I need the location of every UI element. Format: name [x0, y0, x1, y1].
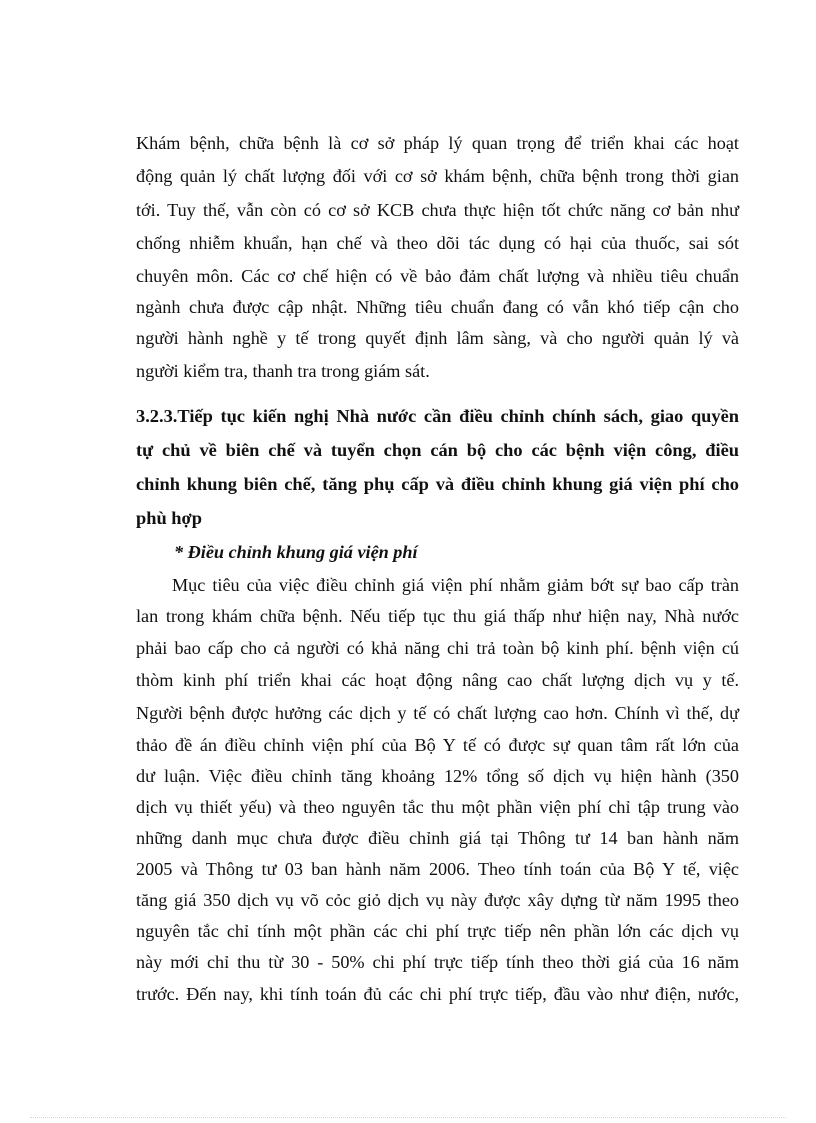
text-line: người hành nghề y tế trong quyết định lâm sàng, và cho người quản lý và — [136, 328, 739, 348]
heading-line: 3.2.3.Tiếp tục kiến nghị Nhà nước cần điều chỉnh chính sách, giao quyền — [136, 406, 739, 426]
text-line: chuyên môn. Các cơ chế hiện có về bảo đảm chất lượng và nhiều tiêu chuẩn — [136, 266, 739, 286]
heading-line: tự chủ về biên chế và tuyển chọn cán bộ cho các bệnh viện công, điều — [136, 440, 739, 460]
page-bottom-divider — [30, 1117, 786, 1118]
text-line: phải bao cấp cho cả người có khả năng chi trả toàn bộ kinh phí. bệnh viện cú — [136, 638, 739, 658]
text-line: này mới chỉ thu từ 30 - 50% chi phí trực tiếp tính theo thời giá của 16 năm — [136, 952, 739, 972]
text-line: người kiểm tra, thanh tra trong giám sát. — [136, 361, 430, 381]
heading-line: chỉnh khung biên chế, tăng phụ cấp và điều chỉnh khung giá viện phí cho — [136, 474, 739, 494]
text-line: tới. Tuy thế, vẫn còn có cơ sở KCB chưa thực hiện tốt chức năng cơ bản như — [136, 200, 739, 220]
text-line: dịch vụ thiết yếu) và theo nguyên tắc thu một phần viện phí chỉ tập trung vào — [136, 797, 739, 817]
text-line: những danh mục chưa được điều chỉnh giá tại Thông tư 14 ban hành năm — [136, 828, 739, 848]
text-line: trước. Đến nay, khi tính toán đủ các chi phí trực tiếp, đầu vào như điện, nước, — [136, 984, 739, 1004]
text-line: 2005 và Thông tư 03 ban hành năm 2006. Theo tính toán của Bộ Y tế, việc — [136, 859, 739, 879]
text-line: Khám bệnh, chữa bệnh là cơ sở pháp lý quan trọng để triển khai các hoạt — [136, 133, 739, 153]
text-line: Mục tiêu của việc điều chỉnh giá viện phí nhằm giảm bớt sự bao cấp tràn — [172, 575, 739, 595]
text-line: động quản lý chất lượng đối với cơ sở khám bệnh, chữa bệnh trong thời gian — [136, 166, 739, 186]
text-line: ngành chưa được cập nhật. Những tiêu chuẩn đang có vẫn khó tiếp cận cho — [136, 297, 739, 317]
text-line: lan trong khám chữa bệnh. Nếu tiếp tục thu giá thấp như hiện nay, Nhà nước — [136, 606, 739, 626]
text-line: thòm kinh phí triển khai các hoạt động nâng cao chất lượng dịch vụ y tế. — [136, 670, 739, 690]
text-line: dư luận. Việc điều chỉnh tăng khoảng 12% tổng số dịch vụ hiện hành (350 — [136, 766, 739, 786]
text-line: thảo đề án điều chỉnh viện phí của Bộ Y tế có được sự quan tâm rất lớn của — [136, 735, 739, 755]
text-line: Người bệnh được hưởng các dịch y tế có chất lượng cao hơn. Chính vì thế, dự — [136, 703, 739, 723]
heading-line: phù hợp — [136, 508, 202, 528]
subheading-adjust-hospital-fees: * Điều chỉnh khung giá viện phí — [174, 542, 418, 562]
text-line: chống nhiễm khuẩn, hạn chế và theo dõi tác dụng có hại của thuốc, sai sót — [136, 233, 739, 253]
text-line: tăng giá 350 dịch vụ võ cỏc giỏ dịch vụ này được xây dựng từ năm 1995 theo — [136, 890, 739, 910]
text-line: nguyên tắc chỉ tính một phần các chi phí trực tiếp nên phần lớn các dịch vụ — [136, 921, 739, 941]
